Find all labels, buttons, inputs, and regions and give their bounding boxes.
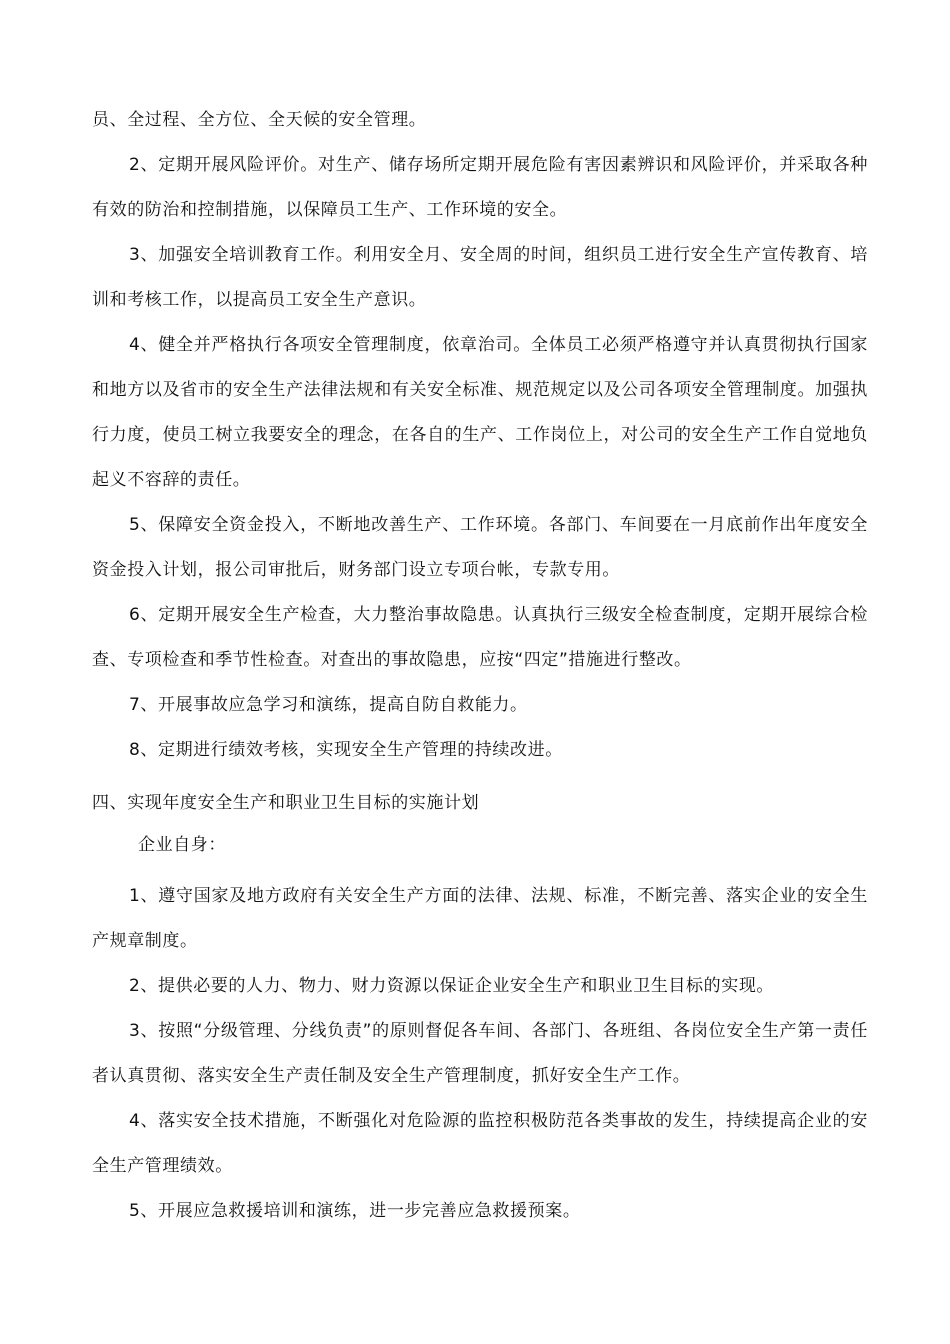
- measure-item-5: 5、保障安全资金投入，不断地改善生产、工作环境。各部门、车间要在一月底前作出年度安全资金投入计划，报公司审批后，财务部门设立专项台帐，专款专用。: [92, 515, 868, 580]
- continuation-paragraph: 员、全过程、全方位、全天候的安全管理。: [92, 110, 427, 130]
- plan-item-2: 2、提供必要的人力、物力、财力资源以保证企业安全生产和职业卫生目标的实现。: [129, 976, 775, 996]
- plan-item-4: 4、落实安全技术措施，不断强化对危险源的监控积极防范各类事故的发生，持续提高企业的安全生产管理绩效。: [92, 1111, 868, 1176]
- measure-item-3: 3、加强安全培训教育工作。利用安全月、安全周的时间，组织员工进行安全生产宣传教育、培训和考核工作，以提高员工安全生产意识。: [92, 245, 868, 310]
- measure-item-4: 4、健全并严格执行各项安全管理制度，依章治司。全体员工必须严格遵守并认真贯彻执行国家和地方以及省市的安全生产法律法规和有关安全标准、规范规定以及公司各项安全管理制度。加强执行力度，使员工树立我要安全的理念，在各自的生产、工作岗位上，对公司的安全生产工作自觉地负起义不容辞的责任。: [92, 335, 868, 490]
- measure-item-6: 6、定期开展安全生产检查，大力整治事故隐患。认真执行三级安全检查制度，定期开展综合检查、专项检查和季节性检查。对查出的事故隐患，应按“四定”措施进行整改。: [92, 605, 868, 670]
- plan-item-3: 3、按照“分级管理、分线负责”的原则督促各车间、各部门、各班组、各岗位安全生产第一责任者认真贯彻、落实安全生产责任制及安全生产管理制度，抓好安全生产工作。: [92, 1021, 868, 1086]
- subheading: 企业自身：: [138, 835, 226, 855]
- measure-item-2: 2、定期开展风险评价。对生产、储存场所定期开展危险有害因素辨识和风险评价，并采取各种有效的防治和控制措施，以保障员工生产、工作环境的安全。: [92, 155, 868, 220]
- plan-item-1: 1、遵守国家及地方政府有关安全生产方面的法律、法规、标准，不断完善、落实企业的安全生产规章制度。: [92, 886, 868, 951]
- measure-item-8: 8、定期进行绩效考核，实现安全生产管理的持续改进。: [129, 740, 563, 760]
- measure-item-7: 7、开展事故应急学习和演练，提高自防自救能力。: [129, 695, 528, 715]
- section-heading: 四、实现年度安全生产和职业卫生目标的实施计划: [92, 793, 480, 813]
- plan-item-5: 5、开展应急救援培训和演练，进一步完善应急救援预案。: [129, 1201, 581, 1221]
